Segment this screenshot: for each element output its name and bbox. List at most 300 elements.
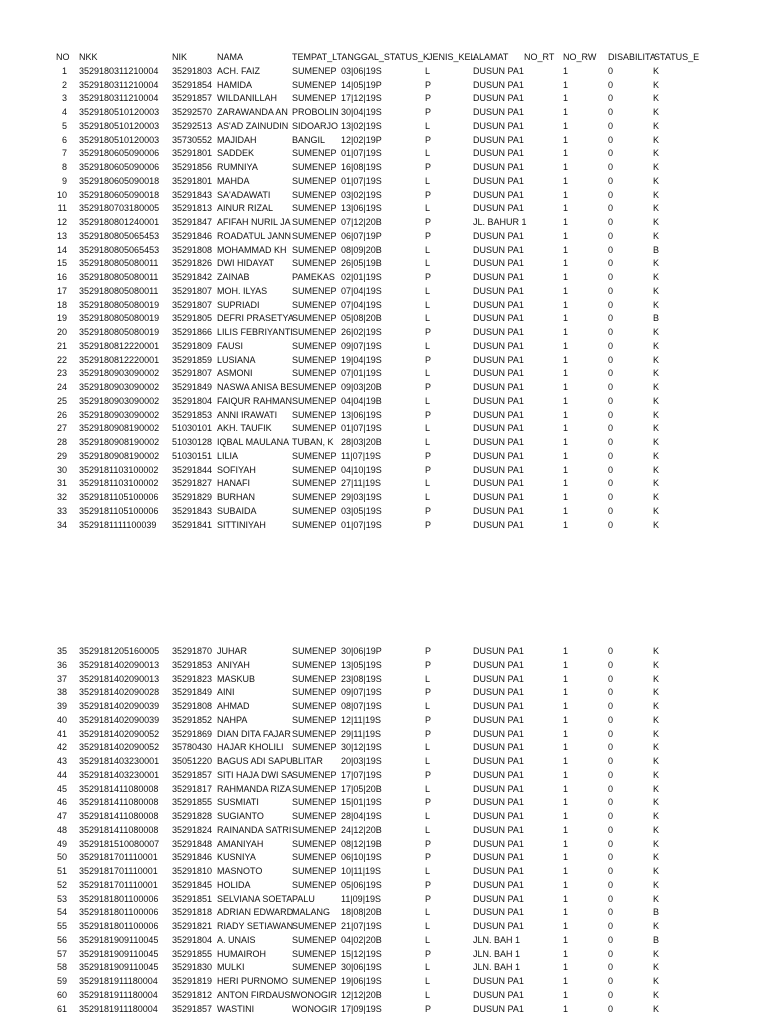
cell-no-rw: 1: [563, 203, 569, 214]
cell-jenis-kelamin: L: [425, 437, 431, 447]
cell-jenis-kelamin: L: [425, 962, 431, 973]
cell-jenis-kelamin: P: [425, 464, 432, 475]
cell-alamat: DUSUN PA1: [473, 673, 524, 684]
spreadsheet-page-1: [0, 51, 768, 532]
cell-nkk: 3529181205160005: [79, 646, 160, 656]
cell-no-rw: 1: [563, 505, 569, 516]
cell-no-rw: 1: [563, 409, 569, 420]
cell-nik: 35291807: [172, 368, 213, 379]
cell-status-e: K: [653, 189, 660, 200]
cell-jenis-kelamin: P: [425, 189, 432, 200]
table-row: [0, 796, 768, 810]
cell-no: 46: [56, 797, 67, 808]
cell-disabilitas: 0: [608, 976, 614, 986]
cell-jenis-kelamin: P: [425, 948, 432, 959]
cell-jenis-kelamin: L: [425, 395, 431, 406]
cell-tempat-lahir: SUMENEP: [292, 866, 337, 876]
cell-disabilitas: 0: [608, 948, 614, 959]
cell-no-rw: 1: [563, 423, 569, 434]
cell-nik: 35780430: [172, 742, 213, 753]
cell-disabilitas: 0: [608, 395, 614, 406]
table-body-top: [0, 65, 768, 533]
cell-nama: A. UNAIS: [217, 934, 256, 945]
cell-jenis-kelamin: P: [425, 519, 432, 530]
cell-nkk: 3529180510120003: [79, 107, 160, 117]
cell-tempat-lahir: BANGIL: [292, 134, 326, 145]
cell-no-rw: 1: [563, 907, 569, 918]
cell-disabilitas: 0: [608, 989, 614, 1000]
header-disabilitas: DISABILITA: [608, 52, 656, 62]
cell-no-rw: 1: [563, 492, 569, 502]
cell-alamat: DUSUN PA1: [473, 313, 524, 324]
cell-status-e: K: [653, 646, 660, 656]
cell-nama: MOHAMMAD KH: [217, 244, 287, 255]
cell-disabilitas: 0: [608, 824, 614, 835]
cell-alamat: DUSUN PA1: [473, 65, 524, 76]
cell-nkk: 3529181909110045: [79, 948, 159, 959]
cell-jenis-kelamin: P: [425, 714, 432, 725]
cell-no-rw: 1: [563, 742, 569, 753]
cell-status-e: K: [653, 148, 660, 159]
cell-tanggal-status: 07|04|19S: [341, 299, 382, 310]
cell-tempat-lahir: SUMENEP: [292, 934, 337, 945]
cell-nama: SUGIANTO: [217, 811, 264, 821]
cell-alamat: DUSUN PA1: [473, 769, 524, 780]
cell-alamat: DUSUN PA1: [473, 285, 524, 296]
cell-disabilitas: 0: [608, 203, 614, 214]
table-row: [0, 244, 768, 258]
cell-tempat-lahir: SUMENEP: [292, 673, 337, 684]
cell-tempat-lahir: SUMENEP: [292, 93, 337, 104]
cell-status-e: K: [653, 783, 660, 794]
cell-tempat-lahir: WONOGIR: [292, 1003, 337, 1014]
cell-no: 52: [56, 879, 67, 890]
cell-tanggal-status: 30|06|19P: [341, 646, 382, 656]
cell-jenis-kelamin: L: [425, 701, 431, 711]
cell-tanggal-status: 07|04|19S: [341, 285, 382, 296]
cell-nama: WASTINI: [217, 1003, 255, 1014]
cell-nik: 35291857: [172, 769, 213, 780]
cell-status-e: K: [653, 107, 660, 117]
cell-no-rw: 1: [563, 659, 569, 670]
table-row: [0, 934, 768, 948]
cell-no-rw: 1: [563, 162, 569, 172]
cell-nik: 35291801: [172, 175, 213, 186]
cell-no: 12: [56, 217, 67, 227]
cell-alamat: DUSUN PA1: [473, 907, 524, 918]
cell-no: 20: [56, 327, 67, 337]
cell-tempat-lahir: SUMENEP: [292, 687, 337, 698]
cell-tanggal-status: 04|10|19S: [341, 464, 382, 475]
cell-jenis-kelamin: L: [425, 742, 431, 753]
cell-disabilitas: 0: [608, 478, 614, 489]
cell-no: 24: [56, 382, 67, 392]
cell-nama: SUPRIADI: [217, 299, 260, 310]
cell-status-e: K: [653, 340, 660, 351]
cell-tanggal-status: 17|09|19S: [341, 1003, 382, 1014]
cell-status-e: K: [653, 962, 660, 973]
cell-disabilitas: 0: [608, 907, 614, 918]
table-row: [0, 106, 768, 120]
cell-tempat-lahir: SUMENEP: [292, 492, 337, 502]
cell-nkk: 3529181911180004: [79, 1003, 158, 1014]
cell-alamat: DUSUN PA1: [473, 852, 524, 863]
header-tempat-tanggal-status: TEMPAT_LTANGGAL_STATUS_K: [292, 52, 430, 62]
cell-disabilitas: 0: [608, 714, 614, 725]
cell-tempat-lahir: SUMENEP: [292, 962, 337, 973]
cell-nik: 35291848: [172, 838, 213, 849]
cell-disabilitas: 0: [608, 313, 614, 324]
cell-nama: AINUR RIZAL: [217, 203, 274, 214]
cell-jenis-kelamin: P: [425, 134, 432, 145]
cell-status-e: B: [653, 313, 660, 324]
cell-nik: 35291843: [172, 505, 213, 516]
cell-nik: 35291830: [172, 962, 213, 973]
cell-nama: MAHDA: [217, 175, 250, 186]
cell-tanggal-status: 07|01|19S: [341, 368, 382, 379]
cell-tanggal-status: 09|07|19S: [341, 340, 382, 351]
cell-nik: 35291826: [172, 258, 213, 269]
table-row: [0, 920, 768, 934]
cell-tempat-lahir: SUMENEP: [292, 79, 337, 90]
cell-no-rw: 1: [563, 368, 569, 379]
cell-status-e: K: [653, 327, 660, 337]
cell-jenis-kelamin: P: [425, 838, 432, 849]
cell-tempat-lahir: SIDOARJO: [292, 120, 339, 131]
cell-no-rw: 1: [563, 230, 569, 241]
cell-tanggal-status: 09|07|19S: [341, 687, 382, 698]
cell-no-rw: 1: [563, 921, 569, 931]
cell-tempat-lahir: SUMENEP: [292, 921, 337, 931]
cell-tempat-lahir: SUMENEP: [292, 811, 337, 821]
cell-nik: 35291847: [172, 217, 213, 227]
cell-jenis-kelamin: L: [425, 175, 431, 186]
cell-nkk: 3529181103100002: [79, 478, 159, 489]
cell-alamat: DUSUN PA1: [473, 148, 524, 159]
cell-nama: LILIS FEBRIYANTI: [217, 327, 293, 337]
cell-tanggal-status: 19|06|19S: [341, 976, 382, 986]
cell-no: 60: [56, 989, 67, 1000]
cell-alamat: DUSUN PA1: [473, 437, 524, 447]
cell-nama: SUBAIDA: [217, 505, 257, 516]
cell-disabilitas: 0: [608, 797, 614, 808]
cell-alamat: DUSUN PA1: [473, 921, 524, 931]
cell-nik: 35291852: [172, 714, 213, 725]
table-row: [0, 230, 768, 244]
table-row: [0, 645, 768, 659]
cell-alamat: JLN. BAH 1: [473, 962, 521, 973]
table-row: [0, 673, 768, 687]
cell-nama: AINI: [217, 687, 235, 698]
cell-nik: 35291810: [172, 866, 213, 876]
cell-disabilitas: 0: [608, 423, 614, 434]
cell-tempat-lahir: WONOGIR: [292, 989, 337, 1000]
cell-status-e: K: [653, 824, 660, 835]
cell-jenis-kelamin: L: [425, 203, 431, 214]
cell-status-e: K: [653, 258, 660, 269]
cell-nkk: 3529180510120003: [79, 120, 160, 131]
cell-no-rw: 1: [563, 148, 569, 159]
cell-nkk: 3529180805080019: [79, 327, 160, 337]
cell-tempat-lahir: SUMENEP: [292, 175, 337, 186]
cell-disabilitas: 0: [608, 659, 614, 670]
cell-nkk: 3529180805080019: [79, 299, 160, 310]
cell-no-rw: 1: [563, 701, 569, 711]
cell-tempat-lahir: PALU: [292, 893, 315, 904]
cell-nkk: 3529181411080008: [79, 783, 159, 794]
cell-nkk: 3529181701110001: [79, 879, 158, 890]
cell-disabilitas: 0: [608, 783, 614, 794]
cell-nik: 35291824: [172, 824, 213, 835]
cell-nama: RIADY SETIAWAN: [217, 921, 294, 931]
cell-nkk: 3529180805065453: [79, 230, 160, 241]
cell-status-e: K: [653, 65, 660, 76]
cell-jenis-kelamin: P: [425, 409, 432, 420]
cell-no-rw: 1: [563, 464, 569, 475]
table-row: [0, 120, 768, 134]
cell-alamat: DUSUN PA1: [473, 659, 524, 670]
cell-nik: 35291844: [172, 464, 213, 475]
cell-jenis-kelamin: P: [425, 769, 432, 780]
cell-status-e: K: [653, 811, 660, 821]
cell-jenis-kelamin: P: [425, 327, 432, 337]
cell-jenis-kelamin: L: [425, 423, 431, 434]
cell-nama: JUHAR: [217, 646, 248, 656]
cell-tempat-lahir: PAMEKAS: [292, 272, 335, 282]
cell-alamat: DUSUN PA1: [473, 203, 524, 214]
cell-nik: 35291817: [172, 783, 213, 794]
cell-jenis-kelamin: L: [425, 65, 431, 76]
cell-nama: IQBAL MAULANA: [217, 437, 290, 447]
cell-no: 56: [56, 934, 67, 945]
cell-nama: ROADATUL JANN: [217, 230, 292, 241]
cell-jenis-kelamin: L: [425, 976, 431, 986]
cell-no-rw: 1: [563, 824, 569, 835]
cell-no: 21: [56, 340, 67, 351]
table-row: [0, 422, 768, 436]
cell-nama: LILIA: [217, 450, 239, 461]
cell-no: 13: [56, 230, 67, 241]
table-row: [0, 824, 768, 838]
cell-tempat-lahir: SUMENEP: [292, 395, 337, 406]
cell-nik: 35291818: [172, 907, 213, 918]
cell-tanggal-status: 15|01|19S: [341, 797, 382, 808]
cell-tanggal-status: 05|06|19S: [341, 879, 382, 890]
cell-nik: 35291842: [172, 272, 213, 282]
cell-nik: 35291866: [172, 327, 213, 337]
cell-nkk: 3529180805080011: [79, 285, 159, 296]
cell-status-e: K: [653, 701, 660, 711]
cell-nama: AHMAD: [217, 701, 250, 711]
cell-tempat-lahir: SUMENEP: [292, 285, 337, 296]
cell-jenis-kelamin: L: [425, 313, 431, 324]
cell-alamat: DUSUN PA1: [473, 866, 524, 876]
cell-status-e: K: [653, 162, 660, 172]
table-row: [0, 285, 768, 299]
cell-no: 49: [56, 838, 67, 849]
table-row: [0, 491, 768, 505]
cell-alamat: JL. BAHUR 1: [473, 217, 527, 227]
cell-jenis-kelamin: L: [425, 258, 431, 269]
table-row: [0, 65, 768, 79]
table-row: [0, 464, 768, 478]
cell-tempat-lahir: SUMENEP: [292, 646, 337, 656]
cell-disabilitas: 0: [608, 879, 614, 890]
cell-no-rw: 1: [563, 285, 569, 296]
cell-nama: LUSIANA: [217, 354, 256, 365]
cell-nama: DWI HIDAYAT: [217, 258, 274, 269]
cell-jenis-kelamin: P: [425, 659, 432, 670]
cell-alamat: DUSUN PA1: [473, 327, 524, 337]
cell-no-rw: 1: [563, 769, 569, 780]
cell-status-e: K: [653, 230, 660, 241]
cell-alamat: DUSUN PA1: [473, 464, 524, 475]
cell-jenis-kelamin: P: [425, 107, 432, 117]
cell-no-rw: 1: [563, 756, 569, 766]
cell-no: 32: [56, 492, 67, 502]
cell-status-e: K: [653, 797, 660, 808]
cell-nama: SELVIANA SOETA: [217, 893, 293, 904]
cell-disabilitas: 0: [608, 728, 614, 739]
cell-jenis-kelamin: L: [425, 811, 431, 821]
cell-nama: KUSNIYA: [217, 852, 256, 863]
table-row: [0, 326, 768, 340]
cell-status-e: K: [653, 368, 660, 379]
cell-tanggal-status: 17|12|19S: [341, 93, 382, 104]
cell-nama: MAJIDAH: [217, 134, 257, 145]
cell-nik: 35292570: [172, 107, 213, 117]
cell-nama: RUMNIYA: [217, 162, 258, 172]
cell-nkk: 3529181403230001: [79, 769, 160, 780]
table-row: [0, 783, 768, 797]
table-row: [0, 450, 768, 464]
cell-status-e: K: [653, 450, 660, 461]
cell-disabilitas: 0: [608, 756, 614, 766]
cell-status-e: K: [653, 742, 660, 753]
cell-nama: ZARAWANDA AN: [217, 107, 288, 117]
cell-jenis-kelamin: L: [425, 120, 431, 131]
cell-disabilitas: 0: [608, 230, 614, 241]
cell-no: 19: [56, 313, 67, 324]
cell-no-rw: 1: [563, 976, 569, 986]
cell-alamat: DUSUN PA1: [473, 838, 524, 849]
cell-no-rw: 1: [563, 838, 569, 849]
cell-tempat-lahir: SUMENEP: [292, 948, 337, 959]
cell-alamat: DUSUN PA1: [473, 742, 524, 753]
cell-no-rw: 1: [563, 327, 569, 337]
cell-tanggal-status: 11|09|19S: [341, 893, 382, 904]
cell-alamat: DUSUN PA1: [473, 893, 524, 904]
cell-nama: FAUSI: [217, 340, 244, 351]
cell-no: 38: [56, 687, 67, 698]
cell-nik: 35291845: [172, 879, 213, 890]
cell-nkk: 3529181701110001: [79, 866, 158, 876]
cell-nik: 51030128: [172, 437, 213, 447]
cell-no: 36: [56, 659, 67, 670]
cell-no-rw: 1: [563, 519, 569, 530]
cell-tanggal-status: 01|07|19S: [341, 423, 382, 434]
cell-disabilitas: 0: [608, 450, 614, 461]
cell-jenis-kelamin: P: [425, 687, 432, 698]
cell-tanggal-status: 02|01|19S: [341, 272, 382, 282]
cell-alamat: DUSUN PA1: [473, 230, 524, 241]
cell-alamat: DUSUN PA1: [473, 134, 524, 145]
table-row: [0, 989, 768, 1003]
cell-status-e: K: [653, 769, 660, 780]
cell-no-rw: 1: [563, 382, 569, 392]
cell-alamat: DUSUN PA1: [473, 423, 524, 434]
cell-nama: ANIYAH: [217, 659, 250, 670]
cell-nik: 35291805: [172, 313, 213, 324]
cell-disabilitas: 0: [608, 437, 614, 447]
cell-nik: 35291853: [172, 409, 213, 420]
cell-disabilitas: 0: [608, 258, 614, 269]
cell-alamat: DUSUN PA1: [473, 519, 524, 530]
cell-no-rw: 1: [563, 728, 569, 739]
table-row: [0, 271, 768, 285]
cell-nik: 51030101: [172, 423, 213, 434]
cell-status-e: K: [653, 217, 660, 227]
cell-alamat: DUSUN PA1: [473, 162, 524, 172]
cell-status-e: K: [653, 423, 660, 434]
header-no: NO: [56, 52, 70, 62]
cell-alamat: DUSUN PA1: [473, 368, 524, 379]
cell-tanggal-status: 06|10|19S: [341, 852, 382, 863]
cell-alamat: DUSUN PA1: [473, 258, 524, 269]
cell-no: 11: [57, 203, 67, 214]
cell-disabilitas: 0: [608, 921, 614, 931]
cell-jenis-kelamin: P: [425, 162, 432, 172]
cell-tanggal-status: 08|12|19B: [341, 838, 382, 849]
cell-tempat-lahir: SUMENEP: [292, 409, 337, 420]
cell-status-e: K: [653, 866, 660, 876]
cell-tempat-lahir: SUMENEP: [292, 478, 337, 489]
cell-nama: NAHPA: [217, 714, 248, 725]
cell-status-e: K: [653, 437, 660, 447]
cell-status-e: K: [653, 714, 660, 725]
cell-tempat-lahir: SUMENEP: [292, 327, 337, 337]
header-status-e: STATUS_E: [654, 52, 700, 62]
cell-status-e: K: [653, 756, 660, 766]
table-row: [0, 1003, 768, 1017]
cell-no-rw: 1: [563, 272, 569, 282]
cell-disabilitas: 0: [608, 327, 614, 337]
cell-tanggal-status: 26|02|19S: [341, 327, 382, 337]
cell-status-e: K: [653, 893, 660, 904]
table-row: [0, 134, 768, 148]
cell-nama: MULKI: [217, 962, 245, 973]
cell-no-rw: 1: [563, 450, 569, 461]
cell-no: 3: [61, 93, 67, 104]
cell-disabilitas: 0: [608, 687, 614, 698]
cell-tanggal-status: 03|02|19S: [341, 189, 382, 200]
cell-no: 26: [56, 409, 67, 420]
cell-disabilitas: 0: [608, 162, 614, 172]
cell-no: 10: [56, 189, 67, 200]
cell-status-e: K: [653, 395, 660, 406]
cell-tempat-lahir: SUMENEP: [292, 714, 337, 725]
cell-jenis-kelamin: L: [425, 921, 431, 931]
table-row: [0, 216, 768, 230]
cell-status-e: K: [653, 948, 660, 959]
cell-disabilitas: 0: [608, 505, 614, 516]
cell-no: 54: [56, 907, 67, 918]
cell-tempat-lahir: SUMENEP: [292, 742, 337, 753]
cell-jenis-kelamin: L: [425, 824, 431, 835]
table-row: [0, 505, 768, 519]
cell-tempat-lahir: SUMENEP: [292, 162, 337, 172]
cell-nik: 35291804: [172, 934, 213, 945]
